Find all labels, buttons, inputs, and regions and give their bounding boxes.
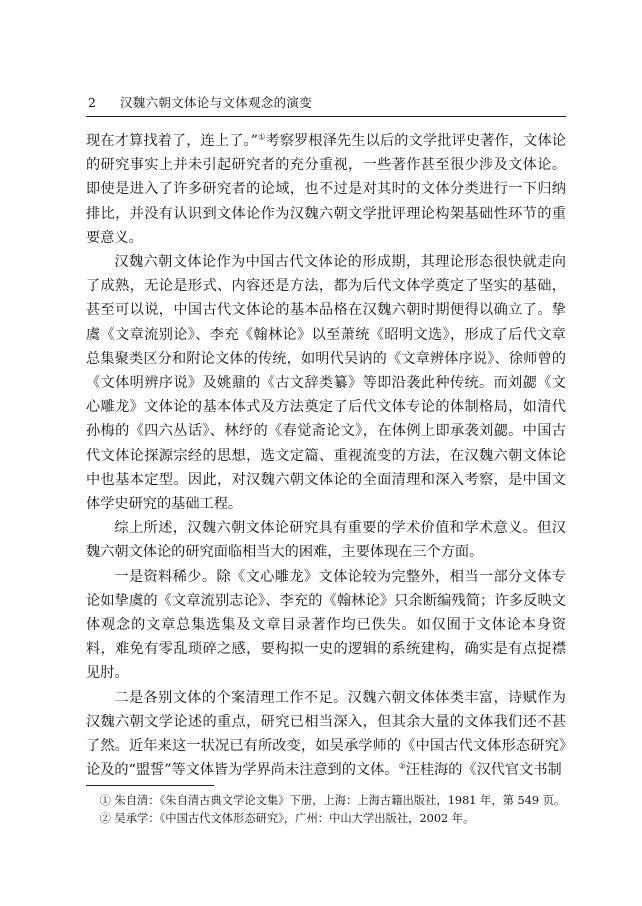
running-title: 汉魏六朝文体论与文体观念的演变 [120,95,313,110]
running-header [86,94,566,117]
footnote-1: ① 朱自清：《朱自清古典文学论文集》下册，上海：上海古籍出版社，1981 年，第 549 页。 [99,794,566,807]
footnote-ref-1: ① [257,132,266,142]
footnote-2: ② 吴承学：《中国古代文体形态研究》，广州：中山大学出版社，2002 年。 [99,811,475,825]
paragraph-5-text-a: 二是各别文体的个案清理工作不足。汉魏六朝文体体类丰富，诗赋作为汉魏六朝文学论述的重点，研究已相当深入，但其余大量的文体我们还不甚了然。近年来这一状况已有所改变，如吴承学师的《中国古代文体形态研究》论及的“盟誓”等文体皆为学界尚未注意到的文体。 [86,689,566,779]
paragraph-5-text-b: 汪桂海的《汉代官文书制 [405,762,562,779]
page-number: 2 [88,95,96,110]
footnotes [86,792,566,827]
footnote-ref-2: ② [398,761,406,771]
paragraph-3: 综上所述，汉魏六朝文体论研究具有重要的学术价值和学术意义。但汉魏六朝文体论的研究面临相当大的困难，主要体现在三个方面。 [86,520,566,561]
paragraph-1 [86,129,566,250]
paragraph-2: 汉魏六朝文体论作为中国古代文体论的形成期，其理论形态很快就走向了成熟，无论是形式、内容还是方法，都为后代文体学奠定了坚实的基础，甚至可以说，中国古代文体论的基本品格在汉魏六朝时期便得以确立了。挚虞《文章流别论》、李充《翰林论》以至萧统《昭明文选》，形成了后代文章总集聚类区分和附论文体的传统，如明代吴讷的《文章辨体序说》、徐师曾的《文体明辨序说》及姚鼐的《古文辞类纂》等即沿袭此种传统。而刘勰《文心雕龙》文体论的基本体式及方法奠定了后代文体专论的体制格局，如清代孙梅的《四六丛话》、林纾的《春觉斋论文》，在体例上即承袭刘勰。中国古代文体论探源宗经的思想，选文定篇、重视流变的方法，在汉魏六朝文体论中也基本定型。因此，对汉魏六朝文体论的全面清理和深入考察，是中国文体学史研究的基础工程。 [86,254,566,513]
footnote-divider [86,785,214,786]
paragraph-5 [86,686,566,783]
paragraph-4: 一是资料稀少。除《文心雕龙》文体论较为完整外，相当一部分文体专论如挚虞的《文章流别志论》、李充的《翰林论》只余断编残简；许多反映文体观念的文章总集选集及文章目录著作均已佚失。如仅囿于文体论本身资料，难免有零乱琐碎之感，要构拟一史的逻辑的系统建构，确实是有点捉襟见肘。 [86,568,566,682]
paragraph-1-text-b: 考察罗根泽先生以后的文学批评史著作，文体论的研究事实上并未引起研究者的充分重视，一些著作甚至很少涉及文体论。即使是进入了许多研究者的论域，也不过是对其时的文体分类进行一下归纳排比，并没有认识到文体论作为汉魏六朝文学批评理论构架基础性环节的重要意义。 [86,133,566,246]
body-text [86,129,566,782]
paragraph-1-text-a: 现在才算找着了，连上了。” [86,133,258,149]
